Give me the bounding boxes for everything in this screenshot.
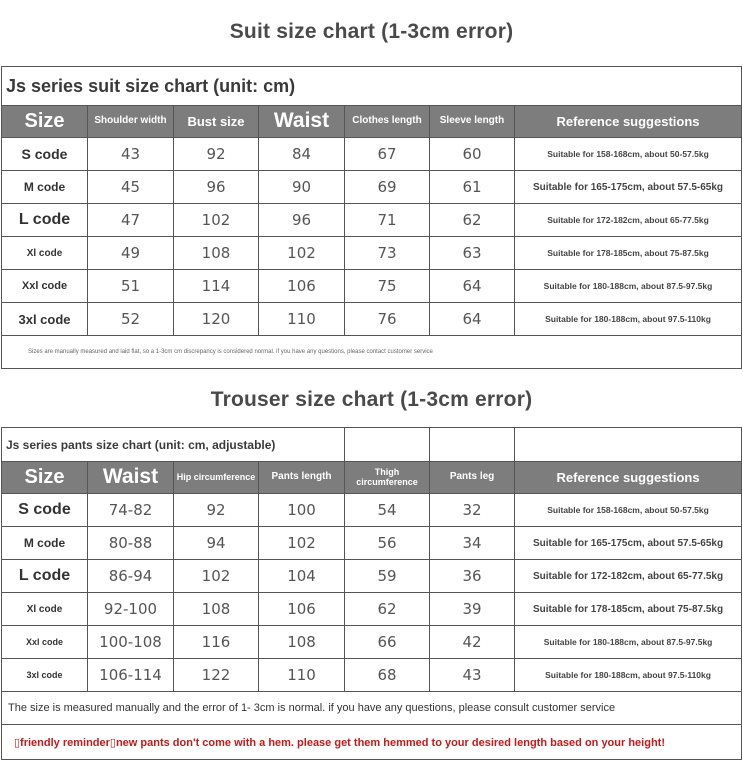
header-pants-length: Pants length bbox=[259, 462, 345, 494]
size-cell: Xl code bbox=[2, 593, 88, 626]
waist-cell: 106 bbox=[259, 270, 345, 303]
sleeve-length-cell: 61 bbox=[430, 171, 515, 204]
thigh-cell: 68 bbox=[345, 659, 430, 692]
pants-footnote-row bbox=[2, 692, 742, 725]
pants-table-caption: Js series pants size chart (unit: cm, adjustable) bbox=[2, 428, 345, 462]
suit-note-row bbox=[2, 336, 742, 369]
clothes-length-cell: 69 bbox=[345, 171, 430, 204]
pants-length-cell: 100 bbox=[259, 494, 345, 527]
waist-cell: 84 bbox=[259, 138, 345, 171]
suit-size-chart-title: Suit size chart (1-3cm error) bbox=[229, 20, 514, 43]
pants-length-cell: 108 bbox=[259, 626, 345, 659]
table-row bbox=[2, 659, 742, 692]
reference-cell: Suitable for 165-175cm, about 57.5-65kg bbox=[515, 527, 742, 560]
hip-cell: 102 bbox=[174, 560, 259, 593]
header-hip-circumference: Hip circumference bbox=[174, 462, 259, 494]
table-row bbox=[2, 494, 742, 527]
hip-cell: 94 bbox=[174, 527, 259, 560]
size-cell: Xxl code bbox=[2, 626, 88, 659]
reference-cell: Suitable for 180-188cm, about 97.5-110kg bbox=[515, 303, 742, 336]
suit-size-table bbox=[1, 66, 742, 369]
table-row bbox=[2, 270, 742, 303]
hip-cell: 92 bbox=[174, 494, 259, 527]
reference-cell: Suitable for 172-182cm, about 65-77.5kg bbox=[515, 560, 742, 593]
table-row bbox=[2, 626, 742, 659]
header-pants-leg: Pants leg bbox=[430, 462, 515, 494]
pants-caption-row bbox=[2, 428, 742, 462]
clothes-length-cell: 67 bbox=[345, 138, 430, 171]
header-waist: Waist bbox=[88, 462, 174, 494]
pants-length-cell: 102 bbox=[259, 527, 345, 560]
clothes-length-cell: 71 bbox=[345, 204, 430, 237]
shoulder-cell: 45 bbox=[88, 171, 174, 204]
pants-length-cell: 104 bbox=[259, 560, 345, 593]
blank-cell bbox=[515, 428, 742, 462]
table-row bbox=[2, 171, 742, 204]
table-row bbox=[2, 560, 742, 593]
size-cell: M code bbox=[2, 171, 88, 204]
reference-cell: Suitable for 158-168cm, about 50-57.5kg bbox=[515, 494, 742, 527]
trouser-size-table bbox=[1, 427, 742, 760]
sleeve-length-cell: 63 bbox=[430, 237, 515, 270]
shoulder-cell: 49 bbox=[88, 237, 174, 270]
pants-leg-cell: 36 bbox=[430, 560, 515, 593]
clothes-length-cell: 76 bbox=[345, 303, 430, 336]
reference-cell: Suitable for 180-188cm, about 97.5-110kg bbox=[515, 659, 742, 692]
pants-leg-cell: 34 bbox=[430, 527, 515, 560]
sleeve-length-cell: 62 bbox=[430, 204, 515, 237]
size-cell: 3xl code bbox=[2, 659, 88, 692]
sleeve-length-cell: 64 bbox=[430, 270, 515, 303]
header-waist: Waist bbox=[259, 106, 345, 138]
hem-reminder-text: ▯friendly reminder▯new pants don't come with a hem. please get them hemmed to your desired length based on your height! bbox=[2, 725, 742, 760]
reference-cell: Suitable for 158-168cm, about 50-57.5kg bbox=[515, 138, 742, 171]
shoulder-cell: 51 bbox=[88, 270, 174, 303]
bust-cell: 114 bbox=[174, 270, 259, 303]
size-cell: S code bbox=[2, 138, 88, 171]
pants-leg-cell: 43 bbox=[430, 659, 515, 692]
shoulder-cell: 47 bbox=[88, 204, 174, 237]
table-row bbox=[2, 527, 742, 560]
suit-measurement-note: Sizes are manually measured and laid flat, so a 1-3cm cm discrepancy is considered normal. if you have any questions, please contact customer service bbox=[2, 336, 742, 369]
shoulder-cell: 43 bbox=[88, 138, 174, 171]
header-reference-suggestions: Reference suggestions bbox=[515, 462, 742, 494]
reference-cell: Suitable for 178-185cm, about 75-87.5kg bbox=[515, 237, 742, 270]
header-reference-suggestions: Reference suggestions bbox=[515, 106, 742, 138]
thigh-cell: 56 bbox=[345, 527, 430, 560]
waist-cell: 90 bbox=[259, 171, 345, 204]
bust-cell: 102 bbox=[174, 204, 259, 237]
header-clothes-length: Clothes length bbox=[345, 106, 430, 138]
waist-cell: 100-108 bbox=[88, 626, 174, 659]
pants-reminder-row bbox=[2, 725, 742, 760]
size-cell: L code bbox=[2, 560, 88, 593]
header-thigh-circumference: Thigh circumference bbox=[345, 462, 430, 494]
sleeve-length-cell: 60 bbox=[430, 138, 515, 171]
reference-cell: Suitable for 180-188cm, about 87.5-97.5kg bbox=[515, 270, 742, 303]
size-cell: S code bbox=[2, 494, 88, 527]
waist-cell: 86-94 bbox=[88, 560, 174, 593]
header-shoulder-width: Shoulder width bbox=[88, 106, 174, 138]
reference-cell: Suitable for 172-182cm, about 65-77.5kg bbox=[515, 204, 742, 237]
hip-cell: 116 bbox=[174, 626, 259, 659]
header-bust-size: Bust size bbox=[174, 106, 259, 138]
shoulder-cell: 52 bbox=[88, 303, 174, 336]
waist-cell: 102 bbox=[259, 237, 345, 270]
table-row bbox=[2, 138, 742, 171]
header-sleeve-length: Sleeve length bbox=[430, 106, 515, 138]
table-row bbox=[2, 204, 742, 237]
suit-header-row bbox=[2, 106, 742, 138]
reference-cell: Suitable for 180-188cm, about 87.5-97.5kg bbox=[515, 626, 742, 659]
hip-cell: 108 bbox=[174, 593, 259, 626]
reference-cell: Suitable for 165-175cm, about 57.5-65kg bbox=[515, 171, 742, 204]
pants-leg-cell: 39 bbox=[430, 593, 515, 626]
waist-cell: 74-82 bbox=[88, 494, 174, 527]
reference-cell: Suitable for 178-185cm, about 75-87.5kg bbox=[515, 593, 742, 626]
header-size: Size bbox=[2, 462, 88, 494]
size-cell: Xxl code bbox=[2, 270, 88, 303]
waist-cell: 106-114 bbox=[88, 659, 174, 692]
sleeve-length-cell: 64 bbox=[430, 303, 515, 336]
suit-table-caption: Js series suit size chart (unit: cm) bbox=[2, 67, 742, 106]
pants-leg-cell: 32 bbox=[430, 494, 515, 527]
hip-cell: 122 bbox=[174, 659, 259, 692]
waist-cell: 80-88 bbox=[88, 527, 174, 560]
pants-length-cell: 106 bbox=[259, 593, 345, 626]
table-row bbox=[2, 303, 742, 336]
suit-caption-row bbox=[2, 67, 742, 106]
thigh-cell: 59 bbox=[345, 560, 430, 593]
pants-header-row bbox=[2, 462, 742, 494]
waist-cell: 96 bbox=[259, 204, 345, 237]
bust-cell: 120 bbox=[174, 303, 259, 336]
table-row bbox=[2, 593, 742, 626]
bust-cell: 92 bbox=[174, 138, 259, 171]
pants-leg-cell: 42 bbox=[430, 626, 515, 659]
table-row bbox=[2, 237, 742, 270]
size-cell: M code bbox=[2, 527, 88, 560]
thigh-cell: 54 bbox=[345, 494, 430, 527]
size-cell: L code bbox=[2, 204, 88, 237]
thigh-cell: 66 bbox=[345, 626, 430, 659]
blank-cell bbox=[345, 428, 430, 462]
size-cell: Xl code bbox=[2, 237, 88, 270]
pants-measurement-note: The size is measured manually and the error of 1- 3cm is normal. if you have any questions, please consult customer service bbox=[2, 692, 742, 725]
pants-length-cell: 110 bbox=[259, 659, 345, 692]
clothes-length-cell: 73 bbox=[345, 237, 430, 270]
blank-cell bbox=[430, 428, 515, 462]
waist-cell: 110 bbox=[259, 303, 345, 336]
header-size: Size bbox=[2, 106, 88, 138]
bust-cell: 108 bbox=[174, 237, 259, 270]
clothes-length-cell: 75 bbox=[345, 270, 430, 303]
waist-cell: 92-100 bbox=[88, 593, 174, 626]
bust-cell: 96 bbox=[174, 171, 259, 204]
thigh-cell: 62 bbox=[345, 593, 430, 626]
size-cell: 3xl code bbox=[2, 303, 88, 336]
trouser-size-chart-title: Trouser size chart (1-3cm error) bbox=[210, 388, 533, 411]
